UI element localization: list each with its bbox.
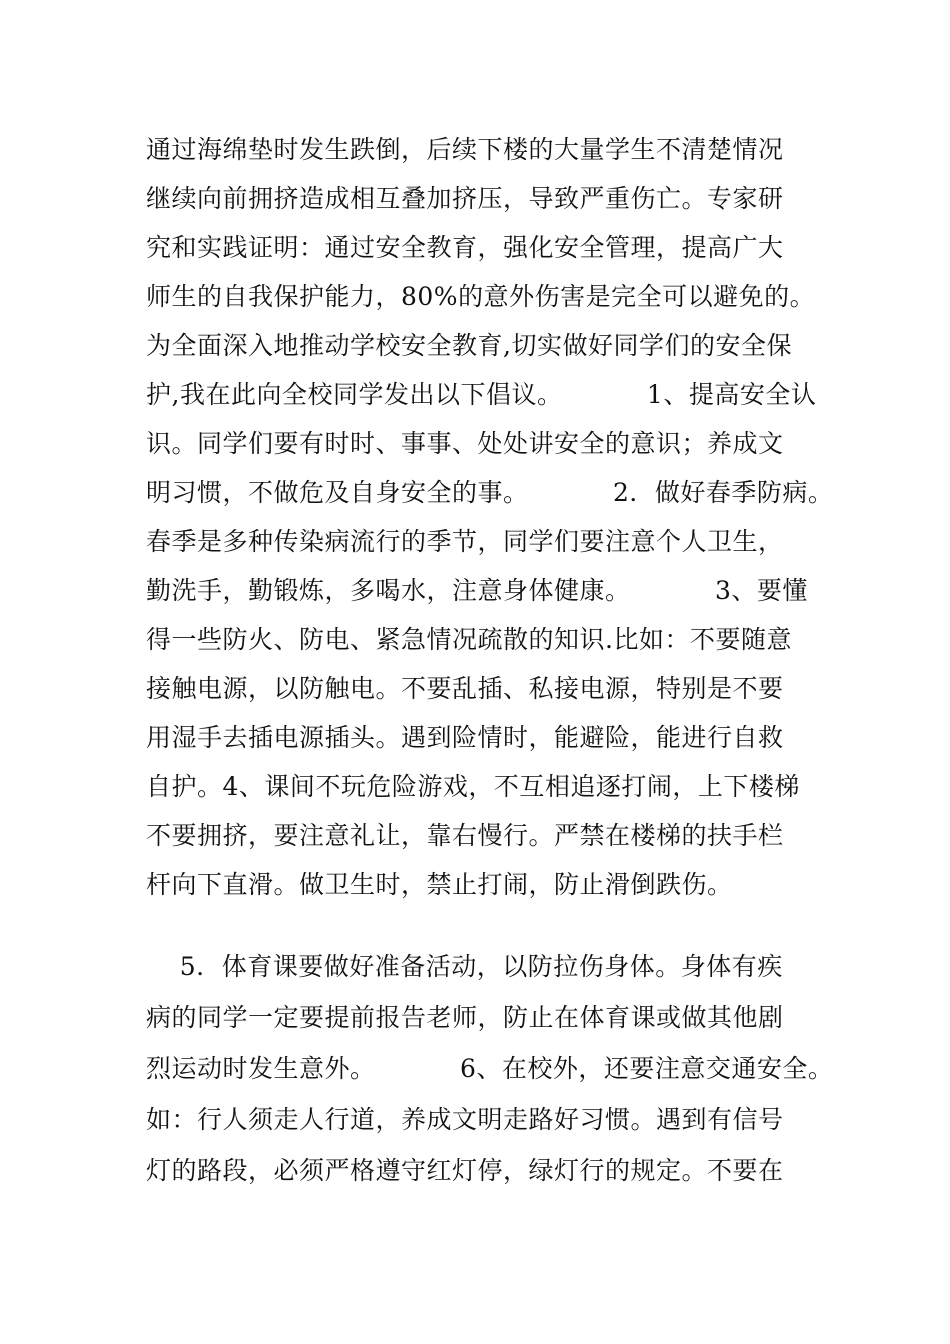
- text-line: 师生的自我保护能力，80%的意外伤害是完全可以避免的。: [146, 282, 816, 311]
- text-line: 明习惯，不做危及自身安全的事。 2．做好春季防病。: [146, 478, 834, 507]
- text-line: 用湿手去插电源插头。遇到险情时，能避险，能进行自救: [146, 723, 784, 752]
- text-line: 5．体育课要做好准备活动，以防拉伤身体。身体有疾: [146, 952, 783, 981]
- text-line: 如：行人须走人行道，养成文明走路好习惯。遇到有信号: [146, 1105, 784, 1134]
- text-line: 为全面深入地推动学校安全教育,切实做好同学们的安全保: [146, 331, 792, 360]
- text-line: 勤洗手，勤锻炼，多喝水，注意身体健康。 3、要懂: [146, 576, 808, 605]
- text-line: 通过海绵垫时发生跌倒，后续下楼的大量学生不清楚情况: [146, 135, 784, 164]
- text-line: 不要拥挤，要注意礼让，靠右慢行。严禁在楼梯的扶手栏: [146, 821, 784, 850]
- text-line: 灯的路段，必须严格遵守红灯停，绿灯行的规定。不要在: [146, 1156, 784, 1185]
- text-line: 识。同学们要有时时、事事、处处讲安全的意识；养成文: [146, 429, 784, 458]
- text-line: 得一些防火、防电、紧急情况疏散的知识.比如：不要随意: [146, 625, 792, 654]
- text-line: 春季是多种传染病流行的季节，同学们要注意个人卫生，: [146, 527, 784, 556]
- text-line: 病的同学一定要提前报告老师，防止在体育课或做其他剧: [146, 1003, 784, 1032]
- text-line: 接触电源，以防触电。不要乱插、私接电源，特别是不要: [146, 674, 784, 703]
- text-line: 自护。4、课间不玩危险游戏，不互相追逐打闹，上下楼梯: [146, 772, 800, 801]
- text-line: 究和实践证明：通过安全教育，强化安全管理，提高广大: [146, 233, 784, 262]
- text-line: 烈运动时发生意外。 6、在校外，还要注意交通安全。: [146, 1054, 834, 1083]
- text-line: 杆向下直滑。做卫生时，禁止打闹，防止滑倒跌伤。: [146, 870, 733, 899]
- text-line: 继续向前拥挤造成相互叠加挤压，导致严重伤亡。专家研: [146, 184, 784, 213]
- text-line: 护,我在此向全校同学发出以下倡议。 1、提高安全认: [146, 380, 817, 409]
